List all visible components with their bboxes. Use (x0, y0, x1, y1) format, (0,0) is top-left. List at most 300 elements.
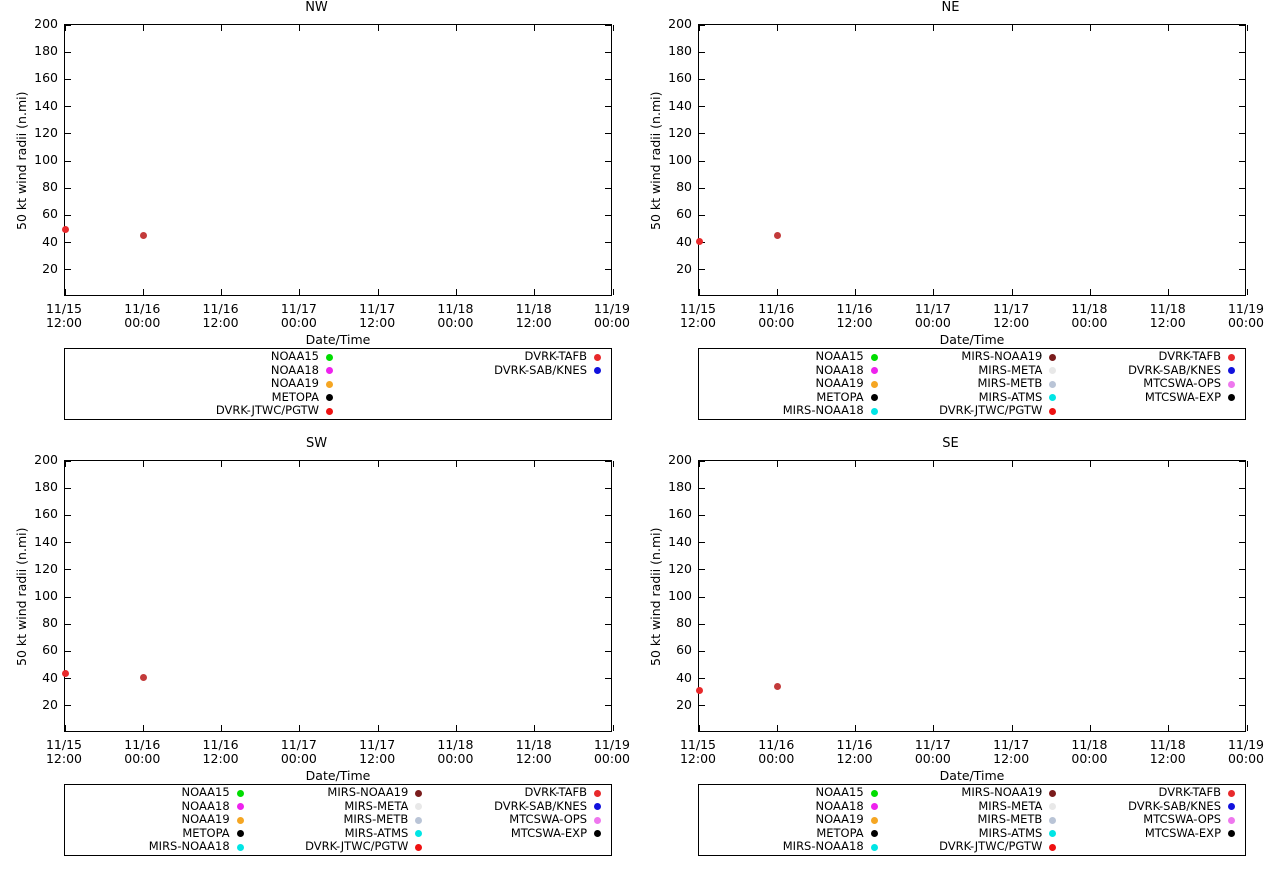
legend-marker-icon (1049, 803, 1056, 810)
y-tick (65, 242, 71, 243)
x-tick (143, 25, 144, 31)
x-tick (1090, 461, 1091, 467)
x-tick-label (815, 302, 895, 330)
legend-label: MTCSWA-EXP (1144, 389, 1221, 404)
legend-marker-icon (594, 367, 601, 374)
legend-entry (888, 800, 1057, 814)
legend-marker-icon (1228, 367, 1235, 374)
y-tick-label: 120 (668, 124, 692, 140)
y-axis-title: 50 kt wind radii (n.mi) (648, 91, 663, 230)
x-tick (855, 461, 856, 467)
x-tick-date: 11/18 (1071, 301, 1108, 316)
x-tick (534, 725, 535, 731)
x-tick (221, 25, 222, 31)
y-tick-label: 180 (668, 479, 692, 495)
x-tick-label (893, 738, 973, 766)
x-tick-date: 11/19 (1227, 301, 1265, 316)
legend-label: MTCSWA-OPS (1143, 376, 1221, 391)
legend-marker-icon (871, 790, 878, 797)
x-tick-label (1049, 738, 1129, 766)
x-axis-title: Date/Time (305, 768, 371, 783)
y-tick (699, 678, 705, 679)
legend-marker-icon (594, 803, 601, 810)
x-tick-date: 11/16 (202, 301, 239, 316)
legend-entry (1066, 350, 1235, 364)
y-tick (605, 25, 611, 26)
x-tick-date: 11/17 (359, 301, 396, 316)
x-tick (699, 461, 700, 467)
legend-label: DVRK-SAB/KNES (1128, 798, 1221, 813)
legend-marker-icon (1228, 381, 1235, 388)
y-axis-title: 50 kt wind radii (n.mi) (14, 527, 29, 666)
legend-marker-icon (1228, 817, 1235, 824)
y-tick-label: 140 (34, 97, 58, 113)
x-tick (1012, 725, 1013, 731)
y-tick (1239, 597, 1245, 598)
x-tick (299, 461, 300, 467)
legend-marker-icon (594, 830, 601, 837)
y-tick (1239, 569, 1245, 570)
legend-marker-icon (237, 790, 244, 797)
legend-entry (254, 813, 423, 827)
legend-entry (75, 404, 333, 418)
x-tick-time: 12:00 (45, 315, 83, 330)
x-tick-date: 11/17 (280, 301, 317, 316)
x-tick (143, 289, 144, 295)
x-tick (613, 25, 614, 31)
legend-entry (254, 800, 423, 814)
y-tick-label: 40 (676, 233, 692, 249)
x-tick-label (102, 738, 182, 766)
x-tick-label (658, 738, 738, 766)
x-tick (933, 461, 934, 467)
x-tick-label (24, 302, 104, 330)
legend-marker-icon (594, 790, 601, 797)
legend-entry (709, 840, 878, 854)
x-tick (534, 461, 535, 467)
y-tick-label: 60 (676, 206, 692, 222)
legend-label: NOAA18 (270, 362, 319, 377)
y-tick (65, 705, 71, 706)
x-tick (1012, 461, 1013, 467)
x-tick (65, 289, 66, 295)
data-point (140, 674, 147, 681)
y-tick-label: 100 (668, 588, 692, 603)
legend-marker-icon (1228, 830, 1235, 837)
x-tick (221, 289, 222, 295)
legend-marker-icon (871, 394, 878, 401)
plot-area (698, 24, 1246, 296)
legend-entry (75, 840, 244, 854)
legend-entry (888, 350, 1057, 364)
legend-entry (709, 350, 878, 364)
y-tick (699, 569, 705, 570)
x-tick-label (337, 738, 417, 766)
legend-marker-icon (1049, 354, 1056, 361)
x-tick-time: 00:00 (758, 315, 795, 330)
x-tick-label (102, 302, 182, 330)
y-axis-title: 50 kt wind radii (n.mi) (648, 527, 663, 666)
legend-entry (888, 377, 1057, 391)
y-tick (699, 488, 705, 489)
y-tick (65, 106, 71, 107)
data-point (774, 683, 781, 690)
legend (64, 784, 612, 856)
x-tick-time: 00:00 (1227, 751, 1265, 766)
legend-label: NOAA19 (181, 812, 230, 827)
x-tick (65, 461, 66, 467)
legend-entry (1066, 377, 1235, 391)
x-tick (534, 289, 535, 295)
x-tick-time: 12:00 (202, 315, 239, 330)
legend-marker-icon (1049, 844, 1056, 851)
y-tick-label: 100 (34, 588, 58, 603)
y-tick (65, 161, 71, 162)
x-tick-date: 11/17 (993, 737, 1030, 752)
x-axis-title: Date/Time (939, 768, 1005, 783)
legend-marker-icon (415, 790, 422, 797)
legend-entry (888, 391, 1057, 405)
y-tick (65, 461, 71, 462)
x-tick-date: 11/15 (679, 737, 717, 752)
y-tick (1239, 188, 1245, 189)
y-tick (605, 188, 611, 189)
legend (698, 784, 1246, 856)
y-tick (605, 705, 611, 706)
legend-label: MIRS-NOAA19 (961, 785, 1043, 800)
x-tick (221, 725, 222, 731)
legend-marker-icon (1228, 790, 1235, 797)
x-tick-time: 00:00 (124, 751, 161, 766)
y-tick (699, 461, 705, 462)
y-tick (699, 624, 705, 625)
legend-marker-icon (237, 803, 244, 810)
x-tick-time: 00:00 (758, 751, 795, 766)
y-tick (699, 25, 705, 26)
y-tick (65, 678, 71, 679)
x-tick-time: 12:00 (679, 751, 717, 766)
y-tick (65, 52, 71, 53)
legend-label: MIRS-ATMS (978, 825, 1043, 840)
y-tick-label: 80 (42, 615, 58, 631)
x-axis-title: Date/Time (305, 332, 371, 347)
legend-marker-icon (1049, 830, 1056, 837)
y-tick (1239, 269, 1245, 270)
x-tick (456, 289, 457, 295)
legend-label: MIRS-META (978, 798, 1043, 813)
y-tick (1239, 542, 1245, 543)
x-tick-label (893, 302, 973, 330)
legend (698, 348, 1246, 420)
x-tick-time: 12:00 (836, 751, 873, 766)
x-tick-label (259, 302, 339, 330)
x-tick (378, 461, 379, 467)
y-tick (699, 79, 705, 80)
y-tick-label: 20 (42, 260, 58, 276)
x-tick (855, 25, 856, 31)
legend-entry (432, 800, 601, 814)
y-tick (65, 651, 71, 652)
legend-entry (75, 800, 244, 814)
legend-label: NOAA19 (815, 376, 864, 391)
legend-label: DVRK-JTWC/PGTW (939, 403, 1043, 418)
legend-entry (709, 813, 878, 827)
y-tick (1239, 242, 1245, 243)
x-tick (1168, 25, 1169, 31)
x-tick-date: 11/16 (124, 301, 161, 316)
x-tick-time: 00:00 (280, 315, 317, 330)
y-tick-label: 120 (668, 560, 692, 576)
legend-label: MTCSWA-OPS (1143, 812, 1221, 827)
x-tick-date: 11/17 (280, 737, 317, 752)
legend-label: METOPA (271, 389, 319, 404)
legend-entry (709, 786, 878, 800)
x-tick (777, 461, 778, 467)
legend-label: METOPA (816, 825, 864, 840)
x-tick-label (971, 302, 1051, 330)
x-tick (1090, 725, 1091, 731)
x-tick (613, 289, 614, 295)
plot-area (64, 24, 612, 296)
x-tick-time: 12:00 (993, 751, 1030, 766)
x-tick-time: 12:00 (45, 751, 83, 766)
legend-entry (1066, 391, 1235, 405)
y-tick (65, 542, 71, 543)
legend-marker-icon (326, 354, 333, 361)
y-tick (699, 597, 705, 598)
legend-marker-icon (871, 354, 878, 361)
legend-entry (709, 404, 878, 418)
x-tick-date: 11/18 (1149, 737, 1186, 752)
x-tick-label (181, 302, 261, 330)
x-tick-date: 11/17 (914, 737, 951, 752)
legend-marker-icon (871, 803, 878, 810)
legend-marker-icon (1228, 803, 1235, 810)
legend-label: DVRK-TAFB (1158, 785, 1221, 800)
legend-marker-icon (871, 844, 878, 851)
legend-entry (432, 813, 601, 827)
legend-entry (75, 786, 244, 800)
legend-entry (1066, 800, 1235, 814)
x-tick-date: 11/18 (515, 737, 552, 752)
legend-label: NOAA15 (181, 785, 230, 800)
legend-label: DVRK-TAFB (524, 785, 587, 800)
x-tick-time: 00:00 (1071, 315, 1108, 330)
x-tick-date: 11/19 (593, 737, 631, 752)
legend-marker-icon (415, 844, 422, 851)
x-tick-time: 00:00 (1071, 751, 1108, 766)
y-tick (699, 52, 705, 53)
legend-marker-icon (871, 830, 878, 837)
legend-label: MIRS-NOAA18 (148, 839, 230, 854)
x-tick (933, 289, 934, 295)
legend-label: NOAA18 (815, 362, 864, 377)
x-tick (1247, 725, 1248, 731)
y-tick-label: 60 (676, 642, 692, 658)
x-tick-date: 11/15 (45, 301, 83, 316)
x-tick-date: 11/18 (1149, 301, 1186, 316)
y-tick (605, 161, 611, 162)
panel-se (634, 436, 1267, 871)
y-tick-label: 100 (34, 152, 58, 167)
y-tick-label: 180 (34, 43, 58, 59)
x-tick-label (181, 738, 261, 766)
y-tick (65, 79, 71, 80)
plot-area (64, 460, 612, 732)
panel-title: NE (941, 0, 960, 15)
legend-marker-icon (237, 817, 244, 824)
x-tick-time: 00:00 (914, 315, 951, 330)
legend-label: DVRK-TAFB (524, 349, 587, 364)
y-tick (65, 488, 71, 489)
y-tick-label: 160 (34, 70, 58, 86)
legend-label: MIRS-META (344, 798, 409, 813)
y-tick (699, 542, 705, 543)
legend-entry (343, 364, 601, 378)
y-tick-label: 200 (34, 452, 58, 467)
legend-marker-icon (326, 394, 333, 401)
x-tick (1168, 461, 1169, 467)
legend-marker-icon (415, 803, 422, 810)
legend-label: NOAA15 (815, 349, 864, 364)
x-tick-label (259, 738, 339, 766)
legend-entry (709, 391, 878, 405)
x-tick-time: 00:00 (593, 751, 631, 766)
legend-label: METOPA (816, 389, 864, 404)
x-tick (1247, 461, 1248, 467)
x-tick-date: 11/18 (515, 301, 552, 316)
y-tick-label: 80 (676, 179, 692, 195)
legend-label: DVRK-JTWC/PGTW (305, 839, 409, 854)
legend-entry (75, 377, 333, 391)
y-tick (1239, 461, 1245, 462)
x-tick-date: 11/18 (437, 737, 474, 752)
x-tick-label (1128, 738, 1208, 766)
legend-label: MIRS-NOAA19 (327, 785, 409, 800)
legend-label: MIRS-ATMS (978, 389, 1043, 404)
y-tick (699, 651, 705, 652)
legend-label: MTCSWA-EXP (1144, 825, 1221, 840)
y-tick (65, 624, 71, 625)
legend-marker-icon (326, 367, 333, 374)
y-tick-label: 40 (42, 233, 58, 249)
legend-label: MIRS-NOAA18 (782, 403, 864, 418)
y-tick (605, 215, 611, 216)
legend-entry (888, 813, 1057, 827)
x-tick (613, 725, 614, 731)
y-tick-label: 140 (668, 97, 692, 113)
y-axis-title: 50 kt wind radii (n.mi) (14, 91, 29, 230)
x-tick (534, 25, 535, 31)
data-point (62, 226, 69, 233)
x-tick-label (337, 302, 417, 330)
y-tick-label: 80 (676, 615, 692, 631)
y-tick-label: 180 (34, 479, 58, 495)
legend-label: MIRS-METB (343, 812, 409, 827)
y-tick (65, 269, 71, 270)
legend-entry (254, 827, 423, 841)
legend-marker-icon (326, 408, 333, 415)
x-tick-date: 11/16 (202, 737, 239, 752)
x-tick-label (1206, 738, 1267, 766)
x-tick-date: 11/16 (758, 301, 795, 316)
x-axis-title: Date/Time (939, 332, 1005, 347)
y-tick (1239, 161, 1245, 162)
y-tick-label: 40 (676, 669, 692, 685)
panel-title: NW (305, 0, 328, 15)
legend-marker-icon (594, 817, 601, 824)
x-tick (378, 289, 379, 295)
x-tick-time: 12:00 (1149, 751, 1186, 766)
x-tick (1012, 25, 1013, 31)
x-tick (143, 725, 144, 731)
plot-area (698, 460, 1246, 732)
x-tick-label (658, 302, 738, 330)
legend-marker-icon (871, 381, 878, 388)
legend-label: MIRS-META (978, 362, 1043, 377)
x-tick (456, 725, 457, 731)
x-tick-date: 11/15 (679, 301, 717, 316)
y-tick (699, 705, 705, 706)
y-tick (1239, 651, 1245, 652)
legend-entry (888, 364, 1057, 378)
y-tick-label: 200 (668, 16, 692, 31)
legend-label: NOAA18 (815, 798, 864, 813)
x-tick (1012, 289, 1013, 295)
y-tick-label: 160 (34, 506, 58, 522)
y-tick (605, 542, 611, 543)
x-tick (299, 289, 300, 295)
panel-title: SW (305, 436, 328, 451)
legend-entry (75, 391, 333, 405)
legend-label: NOAA18 (181, 798, 230, 813)
data-point (140, 232, 147, 239)
x-tick (1090, 289, 1091, 295)
y-tick-label: 200 (668, 452, 692, 467)
x-tick (699, 25, 700, 31)
y-tick (1239, 79, 1245, 80)
x-tick-label (1206, 302, 1267, 330)
x-tick-time: 00:00 (437, 751, 474, 766)
x-tick-date: 11/18 (437, 301, 474, 316)
x-tick-time: 00:00 (593, 315, 631, 330)
x-tick-date: 11/17 (914, 301, 951, 316)
x-tick-time: 00:00 (914, 751, 951, 766)
legend-marker-icon (237, 830, 244, 837)
x-tick-time: 12:00 (836, 315, 873, 330)
x-tick-time: 00:00 (280, 751, 317, 766)
legend-entry (1066, 813, 1235, 827)
y-tick (605, 515, 611, 516)
legend-entry (709, 800, 878, 814)
y-tick (605, 242, 611, 243)
y-tick (1239, 215, 1245, 216)
legend-label: DVRK-TAFB (1158, 349, 1221, 364)
legend-marker-icon (594, 354, 601, 361)
legend-marker-icon (1049, 367, 1056, 374)
x-tick (1090, 25, 1091, 31)
y-tick (699, 106, 705, 107)
legend-label: MIRS-NOAA19 (961, 349, 1043, 364)
legend-entry (1066, 786, 1235, 800)
y-tick (65, 188, 71, 189)
y-tick (1239, 106, 1245, 107)
x-tick-label (1049, 302, 1129, 330)
x-tick (777, 25, 778, 31)
y-tick (65, 133, 71, 134)
y-tick (699, 515, 705, 516)
legend-label: NOAA15 (815, 785, 864, 800)
